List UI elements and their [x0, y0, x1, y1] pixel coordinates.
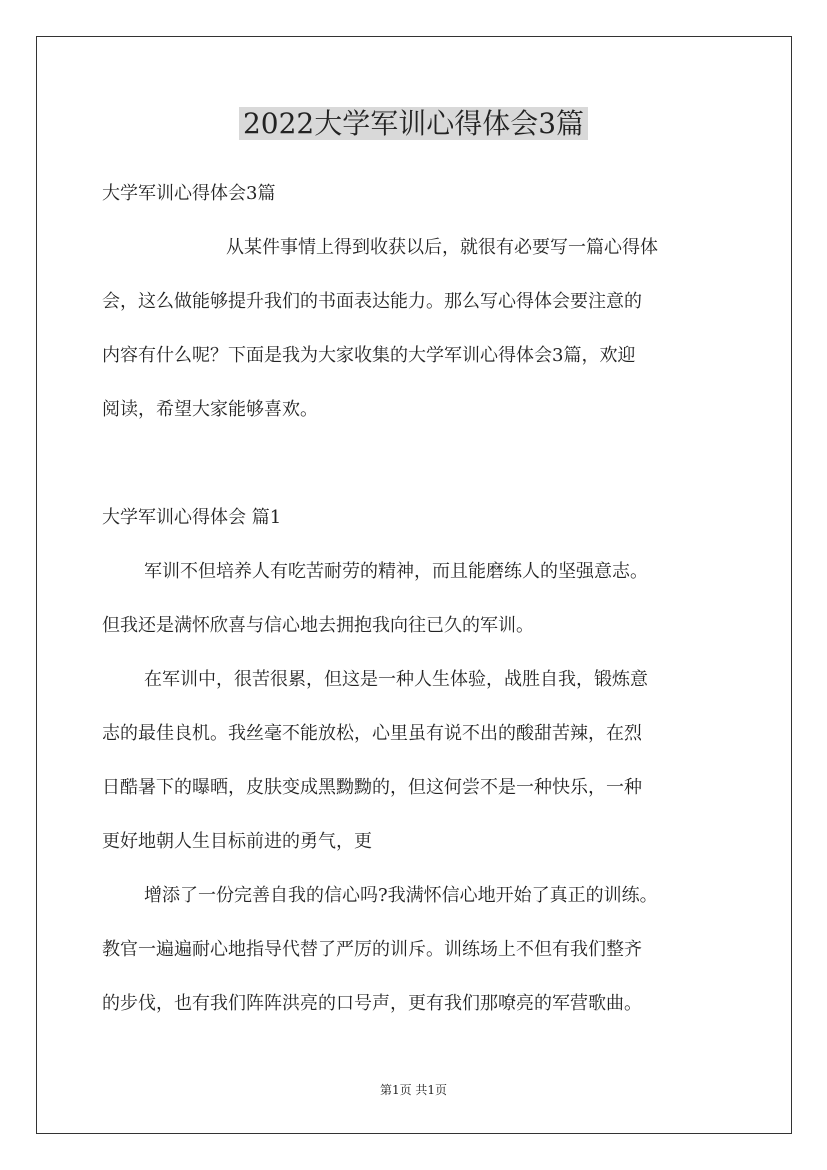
paragraph-line: 志的最佳良机。我丝毫不能放松，心里虽有说不出的酸甜苦辣，在烈 — [102, 723, 642, 744]
paragraph-line: 日酷暑下的曝晒，皮肤变成黑黝黝的，但这何尝不是一种快乐，一种 — [102, 777, 642, 798]
section-heading: 大学军训心得体会 篇1 — [102, 507, 282, 528]
document-subtitle: 大学军训心得体会3篇 — [102, 183, 276, 204]
paragraph-line: 在军训中，很苦很累，但这是一种人生体验，战胜自我，锻炼意 — [144, 669, 648, 690]
document-title-text: 2022大学军训心得体会3篇 — [239, 107, 588, 140]
intro-line: 会，这么做能够提升我们的书面表达能力。那么写心得体会要注意的 — [102, 291, 642, 312]
intro-line: 阅读，希望大家能够喜欢。 — [102, 399, 318, 420]
paragraph-line: 但我还是满怀欣喜与信心地去拥抱我向往已久的军训。 — [102, 615, 534, 636]
paragraph-line: 的步伐，也有我们阵阵洪亮的口号声，更有我们那嘹亮的军营歌曲。 — [102, 993, 642, 1014]
intro-line: 从某件事情上得到收获以后，就很有必要写一篇心得体 — [226, 237, 658, 258]
paragraph-line: 教官一遍遍耐心地指导代替了严厉的训斥。训练场上不但有我们整齐 — [102, 939, 642, 960]
paragraph-line: 军训不但培养人有吃苦耐劳的精神，而且能磨练人的坚强意志。 — [144, 561, 648, 582]
page-footer: 第1页 共1页 — [379, 1083, 448, 1097]
document-title — [0, 98, 827, 150]
paragraph-line: 更好地朝人生目标前进的勇气，更 — [102, 831, 372, 852]
paragraph-line: 增添了一份完善自我的信心吗?我满怀信心地开始了真正的训练。 — [144, 885, 658, 906]
intro-line: 内容有什么呢？下面是我为大家收集的大学军训心得体会3篇，欢迎 — [102, 345, 636, 366]
